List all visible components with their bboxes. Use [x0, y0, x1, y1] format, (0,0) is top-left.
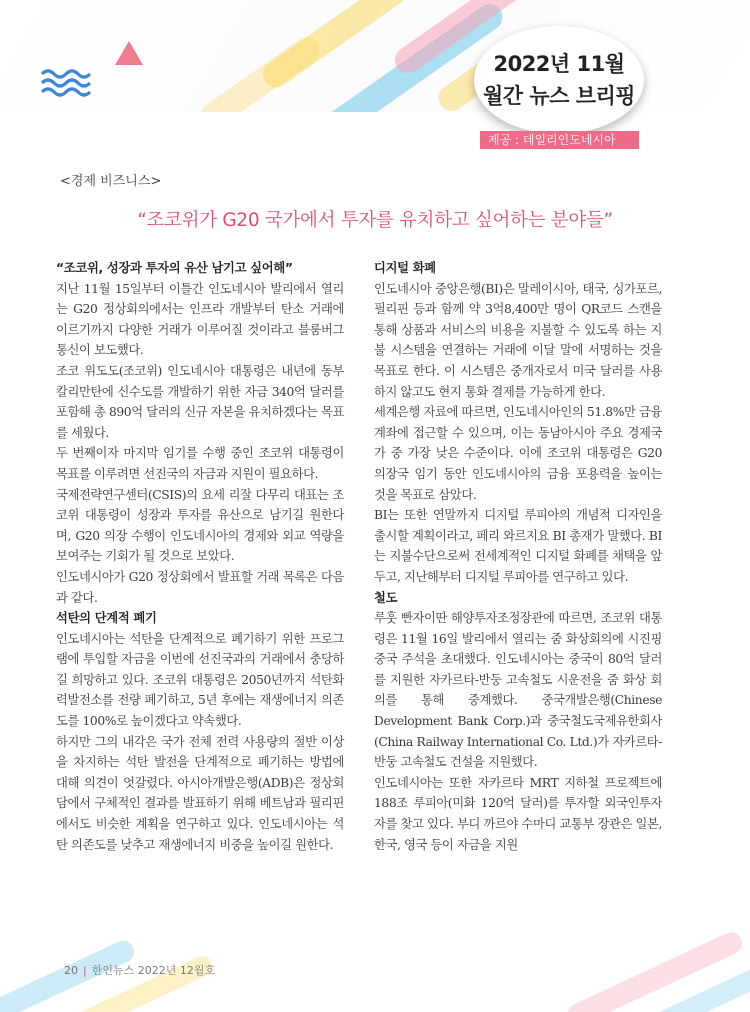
- article-headline: “조코위가 G20 국가에서 투자를 유치하고 싶어하는 분야들”: [137, 210, 613, 231]
- issue-title: 2022년 11월: [493, 52, 625, 76]
- paragraph: 인도네시아는 석탄을 단계적으로 폐기하기 위한 프로그램에 투입할 자금을 이번에 선진국과의 거래에서 충당하길 희망하고 있다. 조코위 대통령은 2050년까지 석탄화력발전소를 전량 폐기하고, 5년 후에는 재생에너지 의존도를 100%로 높이겠다고 약속했다.: [56, 631, 344, 729]
- paragraph: 조코 위도도(조코위) 인도네시아 대통령은 내년에 동부 칼리만탄에 신수도를 개발하기 위한 자금 340억 달러를 포함해 총 890억 달러의 신규 자본을 유치하겠다는 목표를 세웠다.: [56, 363, 344, 440]
- subheading: “조코위, 성장과 투자의 유산 남기고 싶어해”: [56, 261, 293, 275]
- paragraph: 세계은행 자료에 따르면, 인도네시아인의 51.8%만 금융 계좌에 접근할 수 있으며, 이는 동남아시아 주요 경제국가 중 가장 낮은 수준이다. 이에 조코위 대통령은 G20 의장국 임기 동안 인도네시아의 금융 포용력을 높이는 것을 목표로 삼았다.: [374, 405, 662, 502]
- paragraph: 인도네시아는 또한 자카르타 MRT 지하철 프로젝트에 188조 루피아(미화 120억 달러)를 투자할 외국인투자자를 찾고 있다. 부디 까르야 수마디 교통부 장관은 일본, 한국, 영국 등이 자금을 지원: [374, 775, 662, 852]
- page-number: 20: [64, 964, 78, 977]
- subheading: 철도: [374, 590, 398, 605]
- page-footer: [64, 962, 215, 978]
- section-label: <경제 비즈니스>: [60, 174, 162, 189]
- subheading: 석탄의 단계적 폐기: [56, 611, 157, 626]
- title-badge: [474, 26, 644, 134]
- paragraph: 인도네시아가 G20 정상회에서 발표할 거래 목록은 다음과 같다.: [56, 569, 344, 605]
- paragraph: BI는 또한 연말까지 디지털 루피아의 개념적 디자인을 출시할 계획이라고, 페리 와르지요 BI 총재가 말했다. BI는 지불수단으로써 전세계적인 디지털 화폐를 채택을 앞두고, 지난해부터 디지털 루피아를 연구하고 있다.: [374, 508, 662, 584]
- left-column: [56, 258, 344, 855]
- publication-name: 한인뉴스 2022년 12월호: [91, 964, 216, 977]
- paragraph: 인도네시아 중앙은행(BI)은 말레이시아, 태국, 싱가포르, 필리핀 등과 함께 약 3억8,400만 명이 QR코드 스캔을 통해 상품과 서비스의 비용을 지불할 수 있도록 하는 지불 시스템을 연결하는 거래에 이달 말에 서명하는 것을 목표로 한다. 이 시스템은 중개자로서 미국 달러를 사용하지 않고도 현지 통화 결제를 가능하게 한다.: [374, 281, 662, 399]
- subheading: 디지털 화폐: [374, 261, 436, 275]
- triangle-icon: [114, 40, 144, 66]
- paragraph: 지난 11월 15일부터 이틀간 인도네시아 발리에서 열리는 G20 정상회의에서는 인프라 개발부터 탄소 거래에 이르기까지 다양한 거래가 이루어질 것이라고 블룸버그통신이 보도했다.: [56, 281, 344, 358]
- footer-separator: |: [83, 964, 87, 977]
- wave-icon: [40, 68, 94, 102]
- issue-subtitle: 월간 뉴스 브리핑: [482, 84, 636, 108]
- decor-stripe: [195, 32, 325, 112]
- paragraph: 국제전략연구센터(CSIS)의 요세 리잘 다무리 대표는 조코위 대통령이 성장과 투자를 유산으로 남기길 원한다며, G20 의장 수행이 인도네시아의 경제와 외교 역량을 보여주는 기회가 될 것으로 보았다.: [56, 487, 344, 564]
- paragraph: 루훗 빤자이딴 해양투자조정장관에 따르면, 조코위 대통령은 11월 16일 발리에서 열리는 줌 화상회의에 시진핑 중국 주석을 초대했다. 인도네시아는 중국이 80억 달러를 지원한 자카르타-반둥 고속철도 시운전을 줌 화상 회의를 통해 중계했다. 중국개발은행(Chinese Development Bank Corp.)과 중국철도국제유한회사(China Railway International Co. Ltd.)가 자카르타-반둥 고속철도 건설을 지원했다.: [374, 611, 662, 770]
- paragraph: 두 번째이자 마지막 임기를 수행 중인 조코위 대통령이 목표를 이루려면 선진국의 자금과 지원이 필요하다.: [56, 446, 344, 481]
- source-tag: 제공 : 데일리인도네시아: [480, 131, 639, 149]
- paragraph: 하지만 그의 내각은 국가 전체 전력 사용량의 절반 이상을 차지하는 석탄 발전을 단계적으로 폐기하는 방법에 대해 의견이 엇갈렸다. 아시아개발은행(ADB)은 정상회담에서 구체적인 결과를 발표하기 위해 베트남과 필리핀에서도 비슷한 계획을 연구하고 있다. 인도네시아는 석탄 의존도를 낮추고 재생에너지 비중을 높이길 원한다.: [56, 734, 344, 852]
- right-column: [374, 258, 662, 855]
